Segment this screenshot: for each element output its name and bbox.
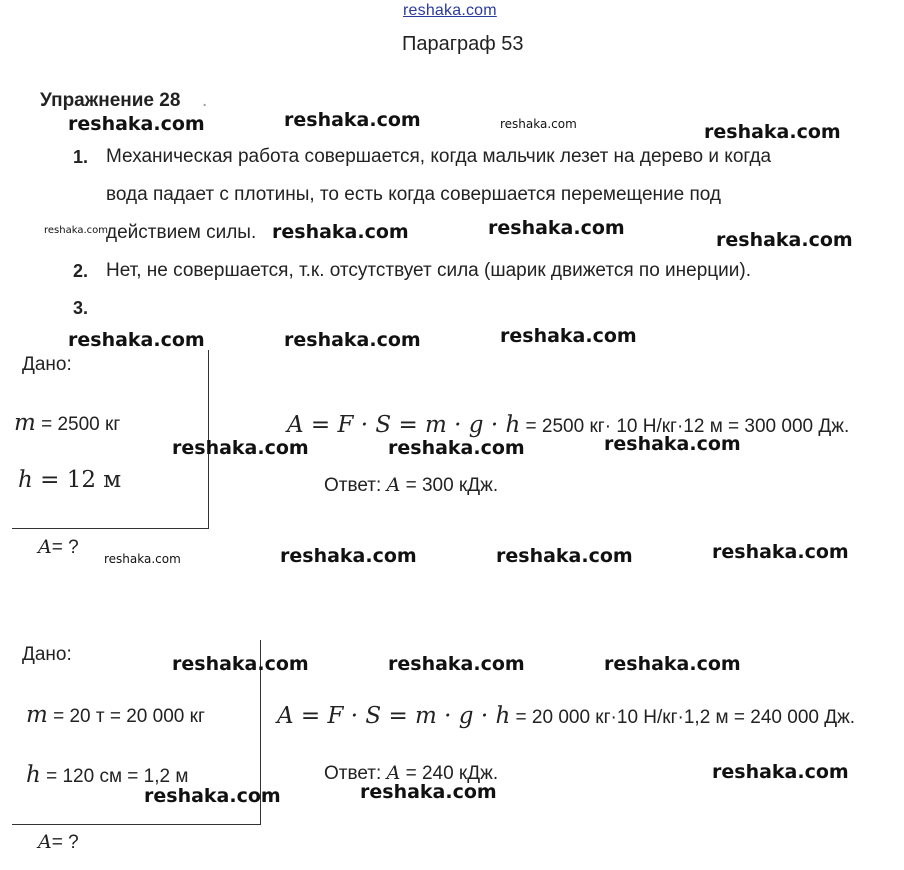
- watermark: reshaka.com: [172, 437, 309, 459]
- solution-formula: A = F · S = m · g · h = 20 000 кг·10 Н/кг·1,2 м = 240 000 Дж.: [277, 703, 856, 729]
- given-mass: m = 2500 кг: [14, 410, 121, 436]
- item-line: Механическая работа совершается, когда мальчик лезет на дерево и когда: [106, 146, 772, 167]
- watermark: reshaka.com: [488, 217, 625, 239]
- watermark: reshaka.com: [284, 109, 421, 131]
- exercise-title: Упражнение 28: [40, 90, 181, 111]
- watermark: reshaka.com: [360, 781, 497, 803]
- answer: Ответ: A = 300 кДж.: [324, 474, 499, 496]
- watermark: reshaka.com: [604, 653, 741, 675]
- answer: Ответ: A = 240 кДж.: [324, 762, 499, 784]
- given-label: Дано:: [22, 644, 72, 665]
- watermark: reshaka.com: [172, 653, 309, 675]
- watermark: reshaka.com: [500, 325, 637, 347]
- given-height: h = 120 см = 1,2 м: [26, 762, 189, 788]
- item-line: Нет, не совершается, т.к. отсутствует сила (шарик движется по инерции).: [106, 260, 752, 281]
- item-line: вода падает с плотины, то есть когда совершается перемещение под: [106, 184, 721, 205]
- item-number: 1.: [73, 147, 89, 167]
- given-height: h = 12 м: [18, 467, 122, 493]
- watermark: reshaka.com: [280, 545, 417, 567]
- watermark: reshaka.com: [496, 545, 633, 567]
- watermark: reshaka.com: [272, 221, 409, 243]
- given-divider-horizontal: [12, 528, 209, 529]
- watermark: reshaka.com: [712, 761, 849, 783]
- watermark: reshaka.com: [284, 329, 421, 351]
- item-line: действием силы.: [106, 222, 257, 243]
- watermark: reshaka.com: [604, 433, 741, 455]
- solution-formula: A = F · S = m · g · h = 2500 кг· 10 Н/кг·12 м = 300 000 Дж.: [287, 412, 850, 438]
- watermark: reshaka.com: [388, 437, 525, 459]
- given-mass: m = 20 т = 20 000 кг: [26, 702, 205, 728]
- watermark: reshaka.com: [712, 541, 849, 563]
- find-quantity: A= ?: [38, 536, 79, 558]
- watermark: reshaka.com: [716, 229, 853, 251]
- watermark: reshaka.com: [68, 329, 205, 351]
- paragraph-title: Параграф 53: [402, 33, 524, 55]
- site-link[interactable]: reshaka.com: [403, 2, 497, 19]
- watermark: reshaka.com: [704, 121, 841, 143]
- watermark: reshaka.com: [68, 113, 205, 135]
- watermark: reshaka.com: [104, 552, 181, 566]
- given-label: Дано:: [22, 354, 72, 375]
- watermark: reshaka.com: [44, 225, 108, 236]
- watermark: reshaka.com: [144, 785, 281, 807]
- watermark: reshaka.com: [388, 653, 525, 675]
- exercise-title-dot: .: [202, 90, 208, 111]
- find-quantity: A= ?: [38, 831, 79, 853]
- item-number: 2.: [73, 261, 89, 281]
- watermark: reshaka.com: [500, 117, 577, 131]
- item-number: 3.: [73, 298, 89, 318]
- given-divider-horizontal: [12, 824, 261, 825]
